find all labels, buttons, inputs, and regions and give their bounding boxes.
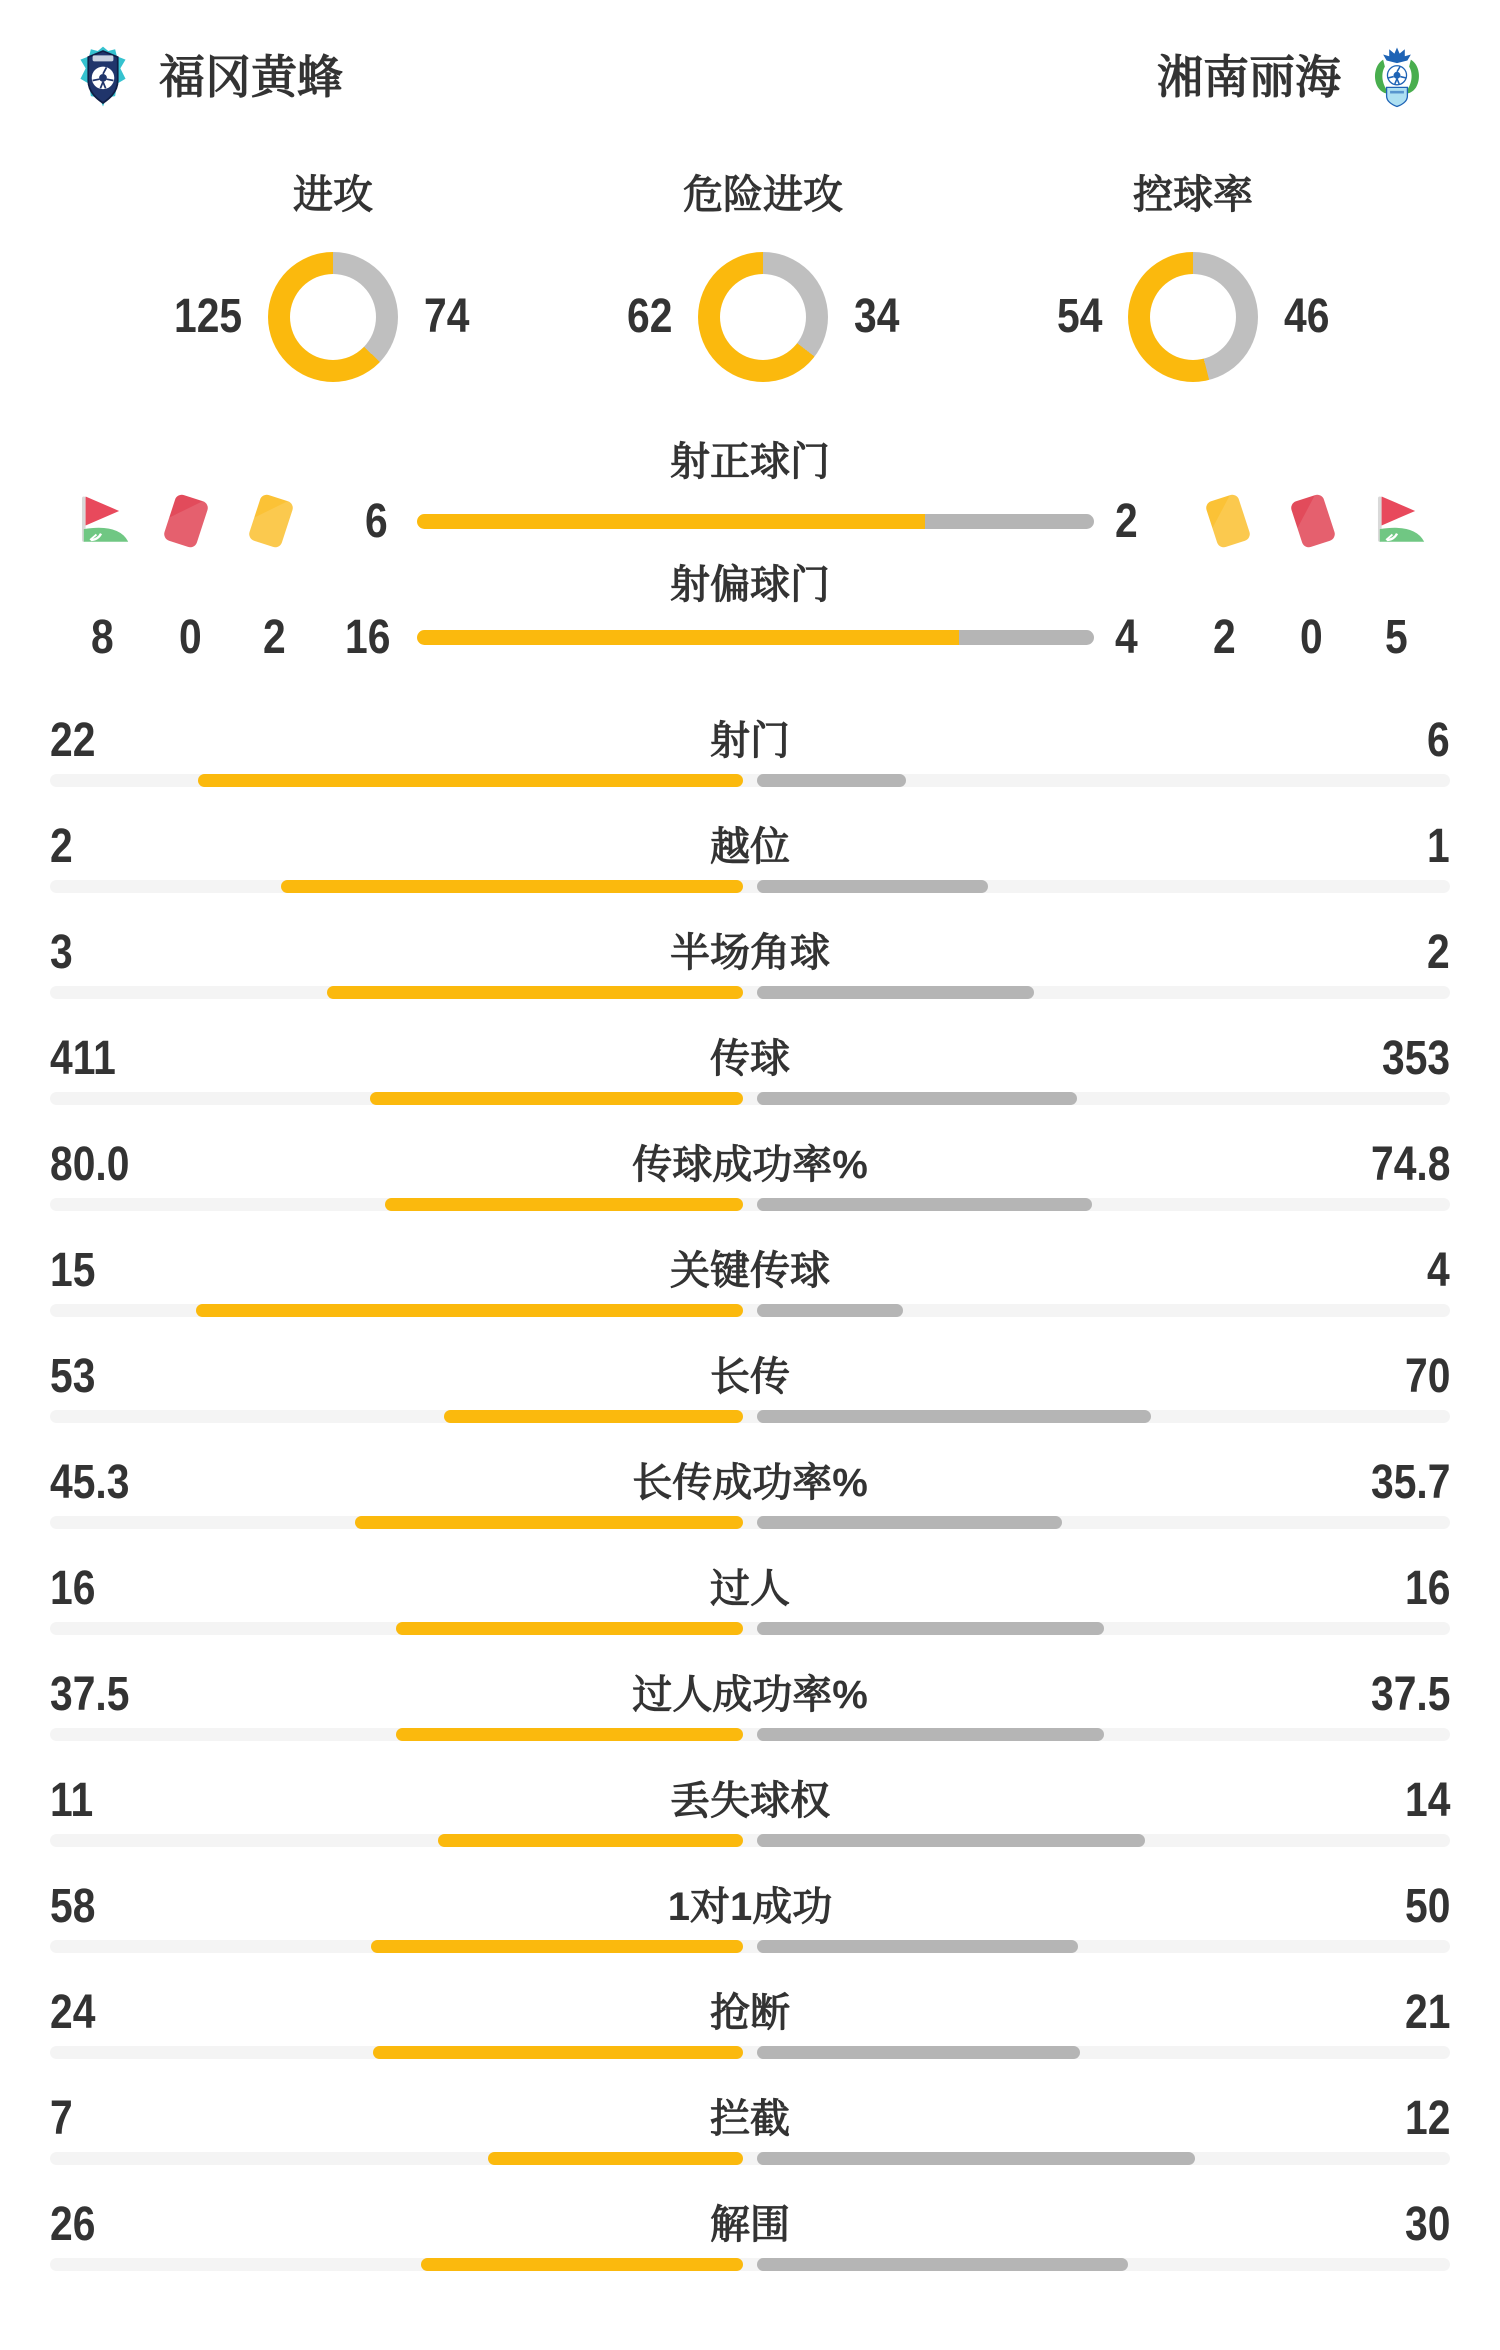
- stat-row: [0, 1244, 1500, 1353]
- stat-bar-track: [50, 2152, 1450, 2165]
- stat-head: [0, 1244, 1500, 1297]
- stat-away-bar: [757, 1728, 1104, 1741]
- stat-away-value: 12: [1404, 2092, 1450, 2145]
- stat-label: 传球成功率%: [632, 1143, 868, 1187]
- stat-label: 长传: [710, 1355, 790, 1399]
- stat-away-bar: [757, 2152, 1195, 2165]
- home-team: [77, 42, 343, 112]
- stat-label: 关键传球: [670, 1249, 830, 1293]
- stat-away-value: 74.8: [1370, 1138, 1450, 1191]
- stat-home-bar: [281, 880, 743, 893]
- stat-head: [0, 1350, 1500, 1403]
- stat-away-bar: [757, 986, 1034, 999]
- home-team-name: 福冈黄蜂: [159, 51, 343, 103]
- shots-off-target-home-bar: [417, 630, 959, 645]
- stat-bar-track: [50, 1622, 1450, 1635]
- shots-on-target-home-value: 6: [365, 495, 388, 548]
- stat-home-value: 411: [50, 1032, 116, 1085]
- stat-away-value: 4: [1427, 1244, 1450, 1297]
- shots-off-target-line: [0, 612, 1500, 664]
- home-yellow-card-icon: [243, 490, 299, 557]
- stat-home-value: 16: [50, 1562, 96, 1615]
- stat-row: [0, 1350, 1500, 1459]
- stat-home-bar: [355, 1516, 743, 1529]
- stat-row: [0, 1774, 1500, 1883]
- stat-row: [0, 2198, 1500, 2307]
- stat-home-bar: [373, 2046, 743, 2059]
- donut-home-value: 62: [626, 290, 672, 343]
- stat-label: 解围: [710, 2203, 790, 2247]
- stat-away-bar: [757, 1092, 1077, 1105]
- stat-row: [0, 1456, 1500, 1565]
- stat-row: [0, 1668, 1500, 1777]
- stat-away-bar: [757, 880, 988, 893]
- stat-home-value: 24: [50, 1986, 96, 2039]
- away-team: [1157, 42, 1423, 112]
- stat-away-value: 35.7: [1370, 1456, 1450, 1509]
- stat-bar-track: [50, 1092, 1450, 1105]
- stat-head: [0, 926, 1500, 979]
- stat-away-value: 1: [1427, 820, 1450, 873]
- shots-on-target-bar: [417, 514, 1094, 529]
- home-red-card-count: 0: [178, 611, 202, 664]
- stat-home-bar: [371, 1940, 743, 1953]
- stat-home-bar: [327, 986, 743, 999]
- shots-off-target-home-value: 16: [344, 611, 390, 664]
- away-yellow-card-count: 2: [1212, 611, 1236, 664]
- stat-home-value: 26: [50, 2198, 96, 2251]
- stat-away-value: 50: [1404, 1880, 1450, 1933]
- away-corner-flag-icon: [1368, 492, 1426, 553]
- stat-away-bar: [757, 1304, 903, 1317]
- stat-away-value: 2: [1427, 926, 1450, 979]
- stat-home-value: 53: [50, 1350, 96, 1403]
- stat-label: 丢失球权: [670, 1779, 830, 1823]
- stat-bar-track: [50, 880, 1450, 893]
- stat-home-bar: [196, 1304, 743, 1317]
- home-team-crest-icon: [77, 44, 129, 110]
- stat-away-bar: [757, 2258, 1128, 2271]
- stat-bar-track: [50, 1834, 1450, 1847]
- stat-label: 长传成功率%: [632, 1461, 868, 1505]
- donut-ring: [1128, 252, 1258, 382]
- donut-row: [118, 252, 548, 382]
- away-yellow-card-icon: [1200, 490, 1256, 557]
- stat-bar-track: [50, 1940, 1450, 1953]
- stat-away-bar: [757, 1516, 1062, 1529]
- home-corner-flag-icon: [72, 492, 130, 553]
- stat-row: [0, 1032, 1500, 1141]
- stat-away-value: 30: [1404, 2198, 1450, 2251]
- stat-home-value: 22: [50, 714, 96, 767]
- away-red-card-count: 0: [1299, 611, 1323, 664]
- stat-row: [0, 1986, 1500, 2095]
- stat-bar-track: [50, 1304, 1450, 1317]
- stat-head: [0, 1774, 1500, 1827]
- donut-block-1: [548, 170, 978, 382]
- stat-home-bar: [385, 1198, 743, 1211]
- stat-bar-track: [50, 774, 1450, 787]
- donut-charts: [26, 170, 1500, 382]
- donut-home-value: 54: [1056, 290, 1102, 343]
- shots-on-target-line: [0, 490, 1500, 554]
- shots-off-target-away-value: 4: [1115, 611, 1138, 664]
- stat-away-value: 353: [1381, 1032, 1450, 1085]
- shots-on-target-title: 射正球门: [670, 440, 830, 484]
- stat-home-value: 7: [50, 2092, 73, 2145]
- stat-head: [0, 1986, 1500, 2039]
- away-team-name: 湘南丽海: [1157, 51, 1341, 103]
- stat-bar-track: [50, 1198, 1450, 1211]
- stat-label: 过人成功率%: [632, 1673, 868, 1717]
- home-corner-count: 8: [90, 611, 114, 664]
- stat-head: [0, 2092, 1500, 2145]
- away-red-card-icon: [1285, 490, 1341, 557]
- donut-home-value: 125: [173, 290, 242, 343]
- home-red-card-icon: [158, 490, 214, 557]
- stat-bar-track: [50, 2046, 1450, 2059]
- shots-on-target-home-bar: [417, 514, 925, 529]
- stat-away-bar: [757, 1622, 1104, 1635]
- stat-home-bar: [421, 2258, 743, 2271]
- stat-home-value: 80.0: [50, 1138, 130, 1191]
- stat-away-bar: [757, 2046, 1080, 2059]
- donut-block-2: [978, 170, 1408, 382]
- stat-away-bar: [757, 1834, 1145, 1847]
- stat-row: [0, 714, 1500, 823]
- donut-title: 危险进攻: [683, 173, 843, 217]
- stat-head: [0, 1562, 1500, 1615]
- stat-head: [0, 2198, 1500, 2251]
- stat-home-value: 45.3: [50, 1456, 130, 1509]
- stat-away-value: 21: [1404, 1986, 1450, 2039]
- stat-row: [0, 820, 1500, 929]
- stat-home-value: 3: [50, 926, 73, 979]
- donut-away-value: 74: [424, 290, 470, 343]
- stat-head: [0, 1032, 1500, 1085]
- stat-label: 过人: [710, 1567, 790, 1611]
- stat-away-value: 16: [1404, 1562, 1450, 1615]
- stat-bar-track: [50, 986, 1450, 999]
- shots-off-target-title: 射偏球门: [670, 563, 830, 607]
- home-yellow-card-count: 2: [262, 611, 286, 664]
- stat-label: 抢断: [710, 1991, 790, 2035]
- stat-home-bar: [488, 2152, 743, 2165]
- stat-away-bar: [757, 774, 906, 787]
- donut-ring: [698, 252, 828, 382]
- stat-row: [0, 1138, 1500, 1247]
- donut-away-value: 46: [1284, 290, 1330, 343]
- stat-label: 传球: [710, 1037, 790, 1081]
- stat-bar-track: [50, 1728, 1450, 1741]
- stat-home-bar: [396, 1622, 743, 1635]
- stat-bar-track: [50, 2258, 1450, 2271]
- stat-away-value: 6: [1427, 714, 1450, 767]
- donut-row: [978, 252, 1408, 382]
- stat-home-bar: [370, 1092, 743, 1105]
- stat-away-value: 14: [1404, 1774, 1450, 1827]
- stat-label: 1对1成功: [667, 1885, 833, 1929]
- stat-head: [0, 1668, 1500, 1721]
- stat-row: [0, 926, 1500, 1035]
- stat-label: 半场角球: [670, 931, 830, 975]
- stat-list: [0, 714, 1500, 2307]
- stat-home-bar: [396, 1728, 743, 1741]
- stat-away-bar: [757, 1198, 1092, 1211]
- shots-off-target-bar: [417, 630, 1094, 645]
- stat-away-value: 37.5: [1370, 1668, 1450, 1721]
- stat-row: [0, 1880, 1500, 1989]
- stat-head: [0, 1138, 1500, 1191]
- stat-away-value: 70: [1404, 1350, 1450, 1403]
- stat-row: [0, 2092, 1500, 2201]
- stat-bar-track: [50, 1410, 1450, 1423]
- stat-bar-track: [50, 1516, 1450, 1529]
- stat-home-value: 58: [50, 1880, 96, 1933]
- stat-home-value: 2: [50, 820, 73, 873]
- stat-home-bar: [444, 1410, 743, 1423]
- stat-away-bar: [757, 1940, 1078, 1953]
- shots-on-target-away-bar: [925, 514, 1094, 529]
- shots-on-target-away-value: 2: [1115, 495, 1138, 548]
- stat-away-bar: [757, 1410, 1151, 1423]
- donut-block-0: [118, 170, 548, 382]
- stat-label: 射门: [710, 719, 790, 763]
- stat-row: [0, 1562, 1500, 1671]
- header: [77, 42, 1423, 112]
- stat-label: 拦截: [710, 2097, 790, 2141]
- donut-title: 进攻: [293, 173, 373, 217]
- donut-title: 控球率: [1133, 173, 1253, 217]
- stat-label: 越位: [710, 825, 790, 869]
- stat-head: [0, 1456, 1500, 1509]
- stat-home-bar: [198, 774, 743, 787]
- donut-away-value: 34: [854, 290, 900, 343]
- stat-home-value: 11: [50, 1774, 94, 1827]
- away-team-crest-icon: [1371, 44, 1423, 110]
- stat-home-value: 15: [50, 1244, 96, 1297]
- stat-head: [0, 714, 1500, 767]
- stat-head: [0, 1880, 1500, 1933]
- stat-home-bar: [438, 1834, 743, 1847]
- away-corner-count: 5: [1384, 611, 1408, 664]
- shots-off-target-away-bar: [959, 630, 1094, 645]
- donut-ring: [268, 252, 398, 382]
- stat-head: [0, 820, 1500, 873]
- donut-row: [548, 252, 978, 382]
- stat-home-value: 37.5: [50, 1668, 130, 1721]
